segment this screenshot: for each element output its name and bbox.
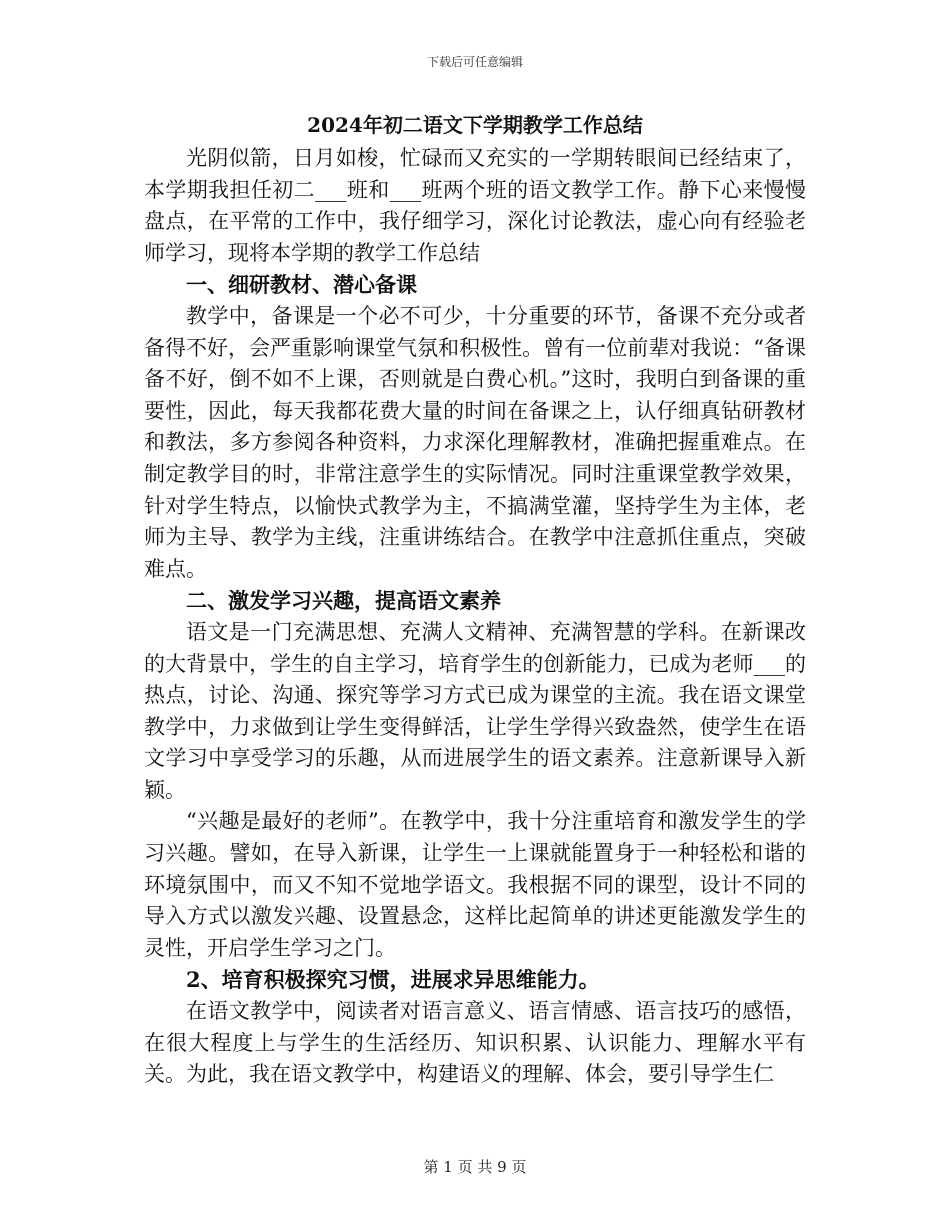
paragraph-interest: “兴趣是最好的老师”。在教学中，我十分注重培育和激发学生的学习兴趣。譬如，在导入新课，让学生一上课就能置身于一种轻松和谐的环境氛围中，而又不知不觉地学语文。我根据不同的课型，设计不同的导入方式以激发兴趣、设置悬念，这样比起简单的讲述更能激发学生的灵性，开启学生学习之门。 <box>144 809 806 960</box>
section-heading-1: 一、细研教材、潜心备课 <box>186 272 417 298</box>
section-heading-2-2: 2、培育积极探究习惯，进展求异思维能力。 <box>186 967 600 993</box>
paragraph-lesson-prep: 教学中，备课是一个必不可少，十分重要的环节，备课不充分或者备得不好，会严重影响课堂气氛和积极性。曾有一位前辈对我说：“备课备不好，倒不如不上课，否则就是白费心机。”这时，我明白到备课的重要性，因此，每天我都花费大量的时间在备课之上，认仔细真钻研教材和教法，多方参阅各种资料，力求深化理解教材，准确把握重难点。在制定教学目的时，非常注意学生的实际情况。同时注重课堂教学效果，针对学生特点，以愉快式教学为主，不搞满堂灌，坚持学生为主体，老师为主导、教学为主线，注重讲练结合。在教学中注意抓住重点，突破难点。 <box>144 303 806 581</box>
header-note: 下载后可任意编辑 <box>426 55 523 69</box>
section-heading-2: 二、激发学习兴趣，提高语文素养 <box>186 588 501 614</box>
paragraph-chinese-subject: 语文是一门充满思想、充满人文精神、充满智慧的学科。在新课改的大背景中，学生的自主学习，培育学生的创新能力，已成为老师___的热点，讨论、沟通、探究等学习方式已成为课堂的主流。我在语文课堂教学中，力求做到让学生变得鲜活，让学生学得兴致盎然，使学生在语文学习中享受学习的乐趣，从而进展学生的语文素养。注意新课导入新颖。 <box>144 619 806 802</box>
page-footer: 第 1 页 共 9 页 <box>423 1158 527 1176</box>
document-title: 2024年初二语文下学期教学工作总结 <box>307 113 643 137</box>
document-body <box>144 143 806 1091</box>
paragraph-intro: 光阴似箭，日月如梭，忙碌而又充实的一学期转眼间已经结束了，本学期我担任初二___班和___班两个班的语文教学工作。静下心来慢慢盘点，在平常的工作中，我仔细学习，深化讨论教法，虚心向有经验老师学习，现将本学期的教学工作总结 <box>144 146 806 265</box>
paragraph-reading: 在语文教学中，阅读者对语言意义、语言情感、语言技巧的感悟，在很大程度上与学生的生活经历、知识积累、认识能力、理解水平有关。为此，我在语文教学中，构建语义的理解、体会，要引导学生仁 <box>144 999 806 1087</box>
